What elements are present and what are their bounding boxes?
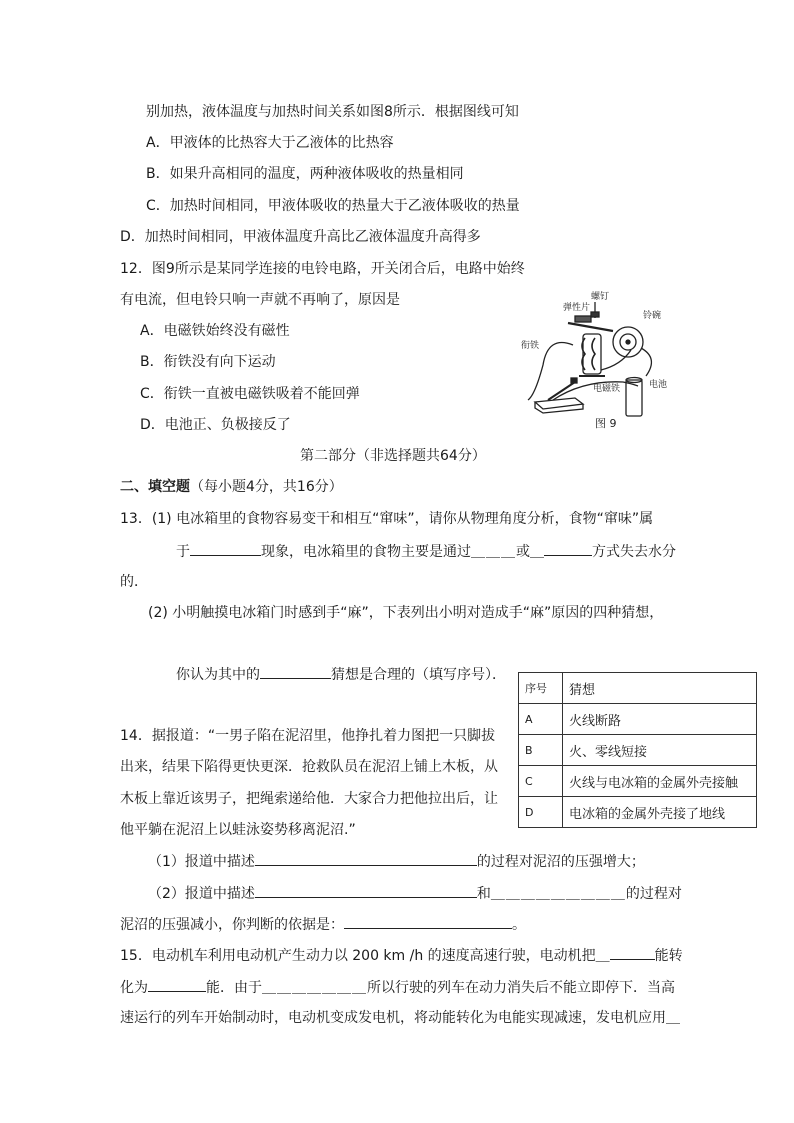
section2-bold: 二、填空题	[120, 479, 190, 495]
q14-blank-1[interactable]	[255, 851, 477, 866]
q13-text: 你认为其中的	[176, 667, 260, 683]
section2-note: （每小题4分，共16分）	[190, 479, 343, 495]
table-header-cell: 序号	[519, 673, 563, 704]
q14-line1: 14．据报道：“一男子陷在泥沼里，他挣扎着力图把一只脚拔	[120, 728, 496, 744]
q14-line3: 木板上靠近该男子，把绳索递给他．大家合力把他拉出后，让	[120, 791, 498, 807]
q14-text: 的过程对泥沼的压强增大；	[476, 854, 645, 870]
fig-label-armature: 衔铁	[521, 341, 540, 351]
q12-option-a: A．电磁铁始终没有磁性	[140, 323, 290, 339]
fig-caption: 图 9	[595, 417, 617, 430]
q14-sub2	[148, 883, 682, 904]
table-cell: 火、零线短接	[563, 735, 757, 766]
q14-line4: 他平躺在泥沼上以蛙泳姿势移离泥沼.”	[120, 822, 356, 838]
q12-option-b: B．衔铁没有向下运动	[140, 354, 276, 370]
q14-text: 泥沼的压强减小，你判断的依据是：	[120, 917, 344, 933]
part2-title: 第二部分（非选择题共64分）	[300, 448, 486, 464]
section2-heading	[120, 477, 343, 497]
q15-text: 能转	[654, 948, 683, 964]
table-cell: 火线与电冰箱的金属外壳接触	[563, 766, 757, 797]
q13-blank-4[interactable]	[260, 664, 331, 679]
table-row	[519, 766, 757, 797]
q11-option-c: C．加热时间相同，甲液体吸收的热量大于乙液体吸收的热量	[146, 198, 520, 214]
q15-text: 15．电动机车利用电动机产生动力以 200 km /h 的速度高速行驶，电动机把＿	[120, 948, 610, 964]
q15-text: 化为	[120, 980, 148, 996]
fig-label-electromagnet: 电磁铁	[593, 384, 621, 394]
table-row	[519, 704, 757, 735]
q13-part2-line2	[176, 664, 506, 685]
q13-blank-1[interactable]	[190, 541, 261, 556]
q15-blank-2[interactable]	[148, 977, 206, 992]
q14-blank-2[interactable]	[255, 883, 477, 898]
q13-text: 或＿	[516, 544, 544, 560]
q11-option-d: D．加热时间相同，甲液体温度升高比乙液体温度升高得多	[120, 229, 481, 245]
q14-blank-3[interactable]: ＿＿＿＿＿＿＿＿＿	[490, 886, 626, 902]
table-cell: 火线断路	[563, 704, 757, 735]
guess-table	[518, 672, 757, 828]
q12-option-c: C．衔铁一直被电磁铁吸着不能回弹	[140, 386, 360, 402]
q14-text: 。	[512, 917, 526, 933]
q11-option-b: B．如果升高相同的温度，两种液体吸收的热量相同	[146, 166, 464, 182]
table-cell: 电冰箱的金属外壳接了地线	[563, 797, 757, 828]
q15-blank-1[interactable]	[610, 945, 655, 960]
q15-line3: 速运行的列车开始制动时，电动机变成发电机，将动能转化为电能实现减速，发电机应用＿	[120, 1010, 680, 1026]
table-cell: C	[519, 766, 563, 797]
q12-option-d: D．电池正、负极接反了	[140, 417, 291, 433]
q14-text: 和	[476, 886, 491, 902]
q11-stem: 别加热，液体温度与加热时间关系如图8所示．根据图线可知	[146, 104, 519, 120]
q13-text: 方式失去水分	[592, 544, 676, 560]
q12-stem-line2: 有电流，但电铃只响一声就不再响了，原因是	[120, 292, 400, 308]
q15-line1	[120, 945, 683, 966]
q13-blank-2[interactable]: ＿＿＿	[471, 544, 516, 560]
q15-line2	[120, 977, 675, 998]
q15-blank-3[interactable]: ＿＿＿＿＿＿＿	[262, 980, 367, 996]
q13-part1-line1: 13．(1) 电冰箱里的食物容易变干和相互“窜味”，请你从物理角度分析，食物“窜味”属	[120, 511, 654, 527]
q13-text: 猜想是合理的（填写序号）．	[331, 667, 506, 683]
q14-text: （1）报道中描述	[148, 854, 255, 870]
q13-part1-line2	[176, 541, 676, 562]
q14-line2: 出来，结果下陷得更快更深．抢救队员在泥沼上铺上木板，从	[120, 759, 498, 775]
table-cell: A	[519, 704, 563, 735]
q15-text: 能．由于	[206, 980, 262, 996]
q13-text: 现象，电冰箱里的食物主要是通过	[261, 544, 471, 560]
table-row	[519, 797, 757, 828]
q13-text: 于	[176, 544, 190, 560]
q14-blank-4[interactable]	[344, 914, 512, 929]
q15-text: 所以行驶的列车在动力消失后不能立即停下．当高	[367, 980, 675, 996]
electric-bell-circuit-figure	[513, 290, 673, 435]
q11-option-a: A．甲液体的比热容大于乙液体的比热容	[146, 135, 394, 151]
q13-part1-line3: 的．	[120, 574, 148, 590]
q14-sub1	[148, 851, 645, 872]
table-cell: D	[519, 797, 563, 828]
fig-label-spring: 弹性片	[563, 303, 591, 313]
fig-label-battery: 电池	[649, 380, 668, 390]
q14-sub2-line2	[120, 914, 526, 935]
q13-part2-line1: (2) 小明触摸电冰箱门时感到手“麻”，下表列出小明对造成手“麻”原因的四种猜想，	[148, 605, 664, 621]
table-cell: B	[519, 735, 563, 766]
table-header-row	[519, 673, 757, 704]
table-row	[519, 735, 757, 766]
q12-stem-line1: 12．图9所示是某同学连接的电铃电路，开关闭合后，电路中始终	[120, 261, 525, 277]
q14-text: 的过程对	[625, 886, 682, 902]
q14-text: （2）报道中描述	[148, 886, 255, 902]
table-header-cell: 猜想	[563, 673, 757, 704]
fig-label-screw: 螺钉	[591, 292, 610, 302]
q13-blank-3[interactable]	[544, 541, 592, 556]
fig-label-bell: 铃碗	[643, 311, 662, 321]
